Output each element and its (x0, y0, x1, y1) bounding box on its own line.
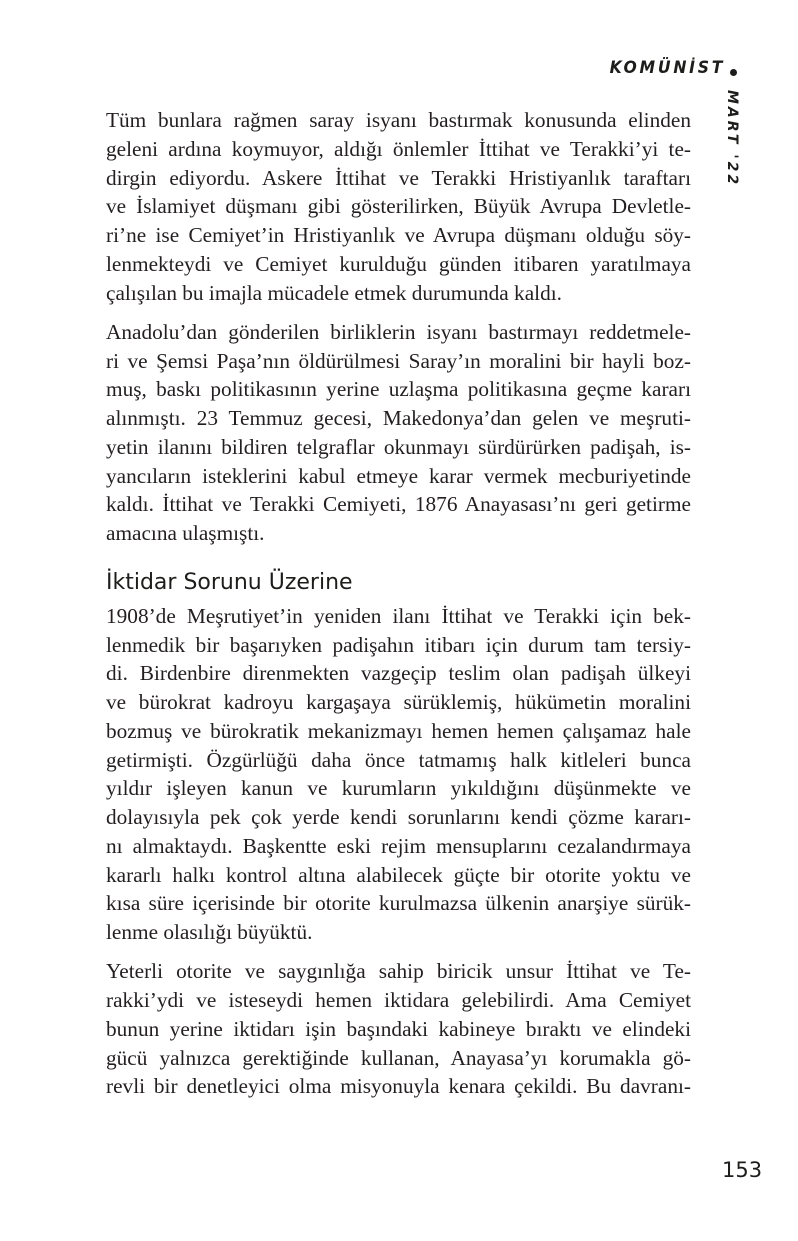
text-line: ri’ne ise Cemiyet’in Hristiyanlık ve Avrupa düşmanı olduğu söy- (106, 223, 691, 247)
text-line: lenmedik bir başarıyken padişahın itibarı için durum tam tersiy- (106, 632, 691, 657)
issue-date: MART '22 (724, 90, 740, 188)
text-line: kısa süre içerisinde bir otorite kurulmazsa ülkenin anarşiye sürük- (106, 891, 691, 916)
text-line: ri ve Şemsi Paşa’nın öldürülmesi Saray’ın moralini bir hayli boz- (106, 348, 691, 373)
text-line: rakki’ydi ve isteseydi hemen iktidara gelebilirdi. Ama Cemiyet (106, 988, 691, 1012)
paragraph-4 (106, 957, 691, 1101)
text-line: ve İslamiyet düşmanı gibi gösterilirken, Büyük Avrupa Devletle- (106, 194, 691, 219)
text-line: gücü yalnızca gerektiğinde kullanan, Anayasa’yı korumakla gö- (106, 1045, 691, 1070)
text-line: dolayısıyla pek çok yerde kendi sorunlarını kendi çözme kararı- (106, 805, 691, 829)
text-line: kararlı halkı kontrol altına alabilecek güçte bir otorite yoktu ve (106, 862, 691, 887)
text-line: ve bürokrat kadroyu kargaşaya sürüklemiş, hükümetin moralini (106, 690, 691, 714)
text-line: kaldı. İttihat ve Terakki Cemiyeti, 1876 Anayasası’nı geri getirme (106, 492, 691, 517)
text-column (106, 106, 691, 1112)
magazine-title: KOMÜNİST (609, 58, 726, 78)
text-line: bozmuş ve bürokratik mekanizmayı hemen hemen çalışamaz hale (106, 718, 691, 743)
text-line: muş, baskı politikasının yerine uzlaşma politikasına geçme kararı (106, 377, 691, 402)
text-line: Anadolu’dan gönderilen birliklerin isyanı bastırmayı reddetmele- (106, 319, 691, 344)
bullet-separator-icon (730, 69, 737, 76)
text-line: Yeterli otorite ve saygınlığa sahip biricik unsur İttihat ve Te- (106, 959, 691, 984)
text-line: nı almaktaydı. Başkentte eski rejim mensuplarını cezalandırmaya (106, 833, 691, 858)
text-line: yıldır işleyen kanun ve kurumların yıkıldığını düşünmekte ve (106, 776, 691, 801)
text-line: yetin ilanını bildiren telgraflar okunmayı sürdürürken padişah, is- (106, 434, 691, 459)
paragraph-1 (106, 106, 691, 307)
text-line: di. Birdenbire direnmekten vazgeçip teslim olan padişah ülkeyi (106, 661, 691, 686)
text-line: Tüm bunlara rağmen saray isyanı bastırmak konusunda elinden (106, 108, 691, 132)
text-line: dirgin ediyordu. Askere İttihat ve Terakki Hristiyanlık taraftarı (106, 165, 691, 190)
text-line: geleni ardına koymuyor, aldığı önlemler İttihat ve Terakki’yi te- (106, 136, 691, 161)
text-line: amacına ulaşmıştı. (106, 521, 265, 545)
text-line: lenmekteydi ve Cemiyet kurulduğu günden itibaren yaratılmaya (106, 251, 691, 276)
paragraph-2 (106, 318, 691, 548)
section-heading: İktidar Sorunu Üzerine (106, 569, 353, 595)
text-line: alınmıştı. 23 Temmuz gecesi, Makedonya’dan gelen ve meşruti- (106, 406, 691, 430)
paragraph-3 (106, 602, 691, 947)
page-number: 153 (722, 1158, 763, 1182)
text-line: yancıların isteklerini kabul etmeye karar vermek mecburiyetinde (106, 463, 691, 488)
text-line: getirmişti. Özgürlüğü daha önce tatmamış halk kitleleri bunca (106, 747, 691, 772)
text-line: lenme olasılığı büyüktü. (106, 920, 313, 944)
text-line: çalışılan bu imajla mücadele etmek durumunda kaldı. (106, 280, 562, 305)
text-line: 1908’de Meşrutiyet’in yeniden ilanı İttihat ve Terakki için bek- (106, 603, 691, 628)
text-line: bunun yerine iktidarı işin başındaki kabineye bıraktı ve elindeki (106, 1016, 691, 1041)
text-line: revli bir denetleyici olma misyonuyla kenara çekildi. Bu davranı- (106, 1074, 691, 1099)
